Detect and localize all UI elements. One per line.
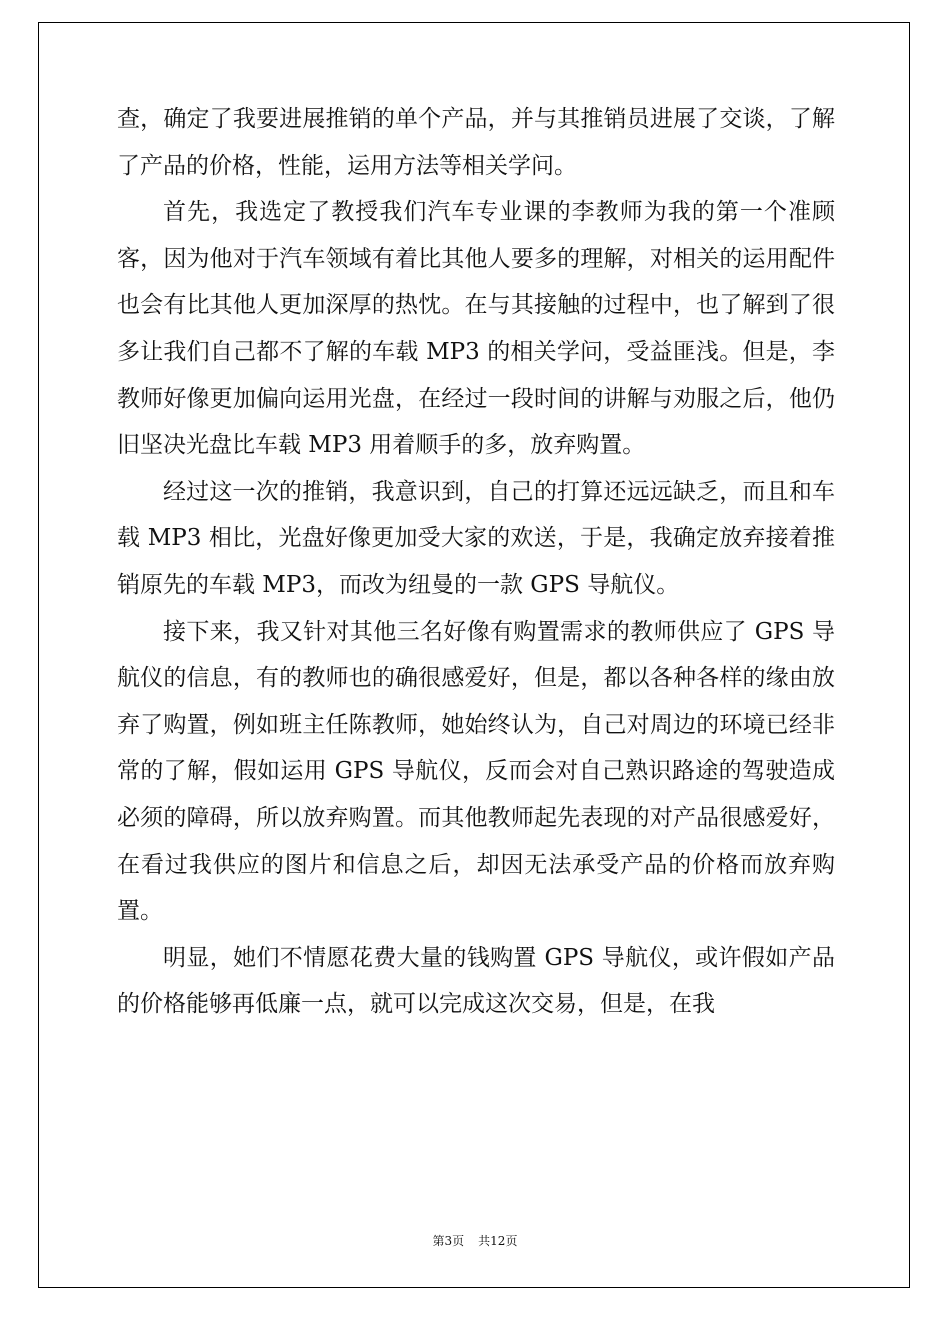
document-body bbox=[117, 96, 835, 1028]
page-total: 共12页 bbox=[478, 1234, 518, 1248]
page-footer bbox=[0, 1232, 950, 1249]
paragraph-4: 接下来，我又针对其他三名好像有购置需求的教师供应了 GPS 导航仪的信息，有的教师也的确很感爱好，但是，都以各种各样的缘由放弃了购置，例如班主任陈教师，她始终认为，自己对周边的环境已经非常的了解，假如运用 GPS 导航仪，反而会对自己熟识路途的驾驶造成必须的障碍，所以放弃购置。而其他教师起先表现的对产品很感爱好，在看过我供应的图片和信息之后，却因无法承受产品的价格而放弃购置。 bbox=[117, 618, 835, 925]
page-number: 第3页 bbox=[432, 1234, 465, 1248]
paragraph-5: 明显，她们不情愿花费大量的钱购置 GPS 导航仪，或许假如产品的价格能够再低廉一点，就可以完成这次交易，但是，在我 bbox=[117, 944, 835, 1018]
paragraph-3: 经过这一次的推销，我意识到，自己的打算还远远缺乏，而且和车载 MP3 相比，光盘好像更加受大家的欢送，于是，我确定放弃接着推销原先的车载 MP3，而改为纽曼的一款 GPS 导航仪。 bbox=[117, 478, 835, 598]
paragraph-1: 查，确定了我要进展推销的单个产品，并与其推销员进展了交谈，了解了产品的价格，性能，运用方法等相关学问。 bbox=[117, 106, 835, 179]
paragraph-2: 首先，我选定了教授我们汽车专业课的李教师为我的第一个准顾客，因为他对于汽车领域有着比其他人要多的理解，对相关的运用配件也会有比其他人更加深厚的热忱。在与其接触的过程中，也了解到了很多让我们自己都不了解的车载 MP3 的相关学问，受益匪浅。但是，李教师好像更加偏向运用光盘，在经过一段时间的讲解与劝服之后，他仍旧坚决光盘比车载 MP3 用着顺手的多，放弃购置。 bbox=[117, 199, 836, 459]
